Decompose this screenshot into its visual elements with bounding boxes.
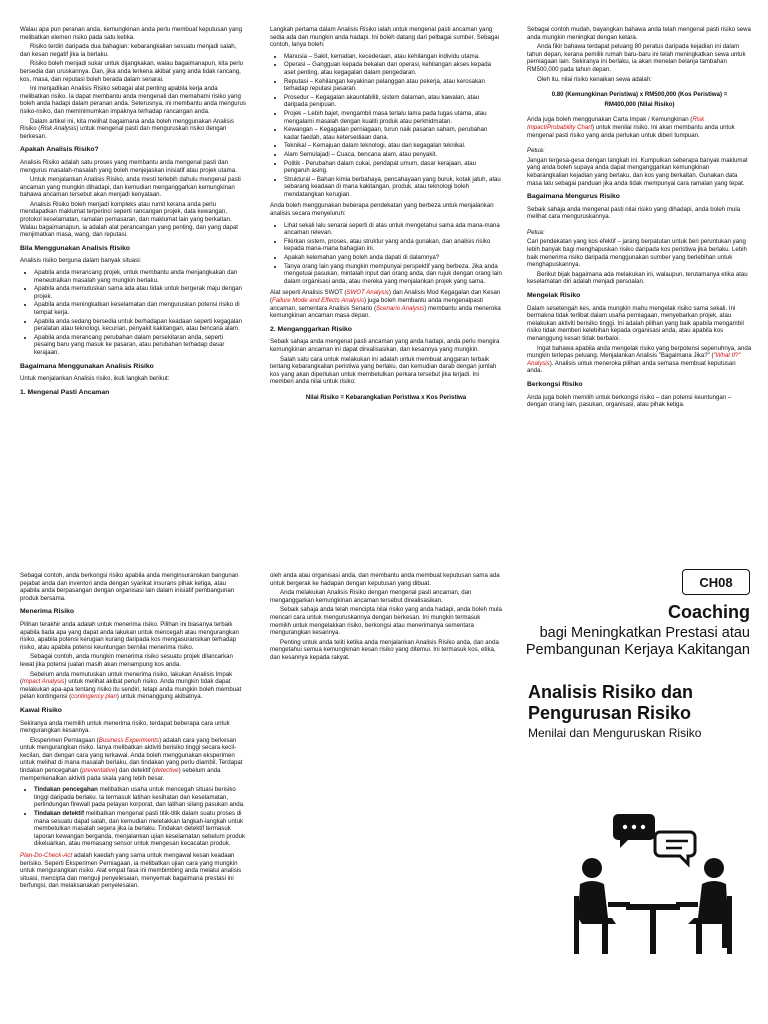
paragraph: Penting untuk anda teliti ketika anda menjalankan Analisis Risiko anda, dan anda mengetahui semua kemungkinan kesan risiko yang ditemui. Ini termasuk kos, etika, dan kesannya kepada rakyat. (270, 638, 499, 661)
paragraph: Salah satu cara untuk melakukan ini adalah untuk membuat anggaran terbaik tentang kebarangkalian peristiwa yang berlaku, dan kemudian darab dengan jumlah kos yang akan diperlukan untuk membetulkan perkara tersebut jika terjadi. Ini memberi anda nilai untuk risiko: (270, 355, 497, 386)
list-item: • Reputasi – Kehilangan keyakinan pelanggan atau pekerja, atau kerosakan terhadap reputasi pasaran. (284, 78, 502, 93)
list-item: • Manusia – Sakit, kematian, kecederaan, atau kehilangan individu utama. (284, 53, 502, 61)
bullet-list (20, 786, 246, 848)
paragraph: Sekiranya anda memilih untuk menerima risiko, terdapat beberapa cara untuk mengurangkan kesannya. (20, 719, 230, 735)
cover-subtitle: bagi Meningkatkan Prestasi atau Pembangunan Kerjaya Kakitangan (525, 625, 750, 658)
paragraph: Risiko terdiri daripada dua bahagian: kebarangkalian sesuatu menjadi salah, dan kesan negatif jika ia berlaku. (20, 43, 237, 58)
bullet-list (270, 222, 502, 286)
list-item: • Apabila anda sedang bersedia untuk berhadapan keadaan seperti kegagalan peralatan atau teknologi, kecurian, penyakit kakitangan, atau bencana alam. (34, 318, 246, 333)
section-heading: Bagaimana Mengurus Risiko (527, 193, 620, 201)
tip-label: Petua: (527, 147, 545, 155)
list-item: • Politik - Perubahan dalam cukai, pendapat umum, dasar kerajaan, atau pengaruh asing. (284, 160, 502, 175)
paragraph: Sebaik sahaja anda mengenal pasti ancaman yang anda hadapi, anda perlu mengira kemungkinan ancaman ini dapat direalisasikan, dan kesannya yang mungkin. (270, 338, 500, 353)
paragraph: oleh anda atau organisasi anda, dan membantu anda membuat keputusan sama ada untuk bergerak ke hadapan dengan keputusan yang dibuat. (270, 572, 500, 587)
section-heading: 2. Menganggarkan Risiko (270, 325, 352, 333)
paragraph: Sebagai contoh, anda mungkin menerima risiko sesuatu projek dilancarkan lewat jika potensi jualan masih akan menampung kos anda. (20, 653, 233, 668)
paragraph: Sebaik sahaja anda mengenal pasti nilai risiko yang dihadapi, anda boleh mula melihat cara menguruskannya. (527, 205, 741, 221)
paragraph: Anda juga boleh menggunakan Carta Impak / Kemungkinan (Risk Impact/Probability Chart) untuk menilai risiko. Ini akan membantu anda untuk mengenal pasti risiko yang anda perlukan untuk diberi tumpuan. (527, 116, 735, 139)
list-item: • Apabila anda merancang perubahan dalam persekitaran anda, seperti pesaing baru yang masuk ke pasaran, atau perubahan terhadap dasar kerajaan. (34, 334, 246, 357)
column-5 (270, 572, 502, 664)
list-item: • Struktural – Bahan kimia berbahaya, pencahayaan yang buruk, kotak jatuh, atau sebarang keadaan di mana kakitangan, produk, atau teknologi boleh mendatangkan kerugian. (284, 176, 502, 199)
section-heading: Bila Menggunakan Analisis Risiko (20, 244, 131, 252)
tip-text: Jangan tergesa-gesa dengan langkah ini. Kumpulkan seberapa banyak maklumat yang anda boleh supaya anda dapat menganggarkan kemungkinan kebarangkalian kejadian yang berlaku, dan kos yang berkaitan. Gunakan data masa lalu sebagai panduan jika anda tidak mempunyai cara ramalan yang tepat. (527, 156, 748, 187)
column-4 (20, 572, 246, 892)
list-item: • Apabila anda memutuskan sama ada atau tidak untuk bergerak maju dengan projek. (34, 285, 246, 300)
risk-formula: Nilai Risiko = Kebarangkalian Peristiwa x Kos Peristiwa (305, 393, 467, 401)
paragraph: Anda melakukan Analisis Risiko dengan mengenal pasti ancaman, dan menganggarkan kemungkinan ancaman tersebut direalisasikan. (270, 589, 472, 604)
cover-tagline: Menilai dan Menguruskan Risiko (528, 726, 702, 740)
paragraph: Analisis risiko berguna dalam banyak situasi: (20, 257, 142, 265)
paragraph: Ini menjadikan Analisis Risiko sebagai alat penting apabila kerja anda melibatkan risiko. Ia dapat membantu anda mengenali dan memahami risiko yang boleh anda hadapi dalam peranan anda. Seterusnya, ini membantu anda mengurus risiko-risiko, dan meminimumkan impaknya terhadap rancangan anda. (20, 85, 246, 115)
list-item: • Apakah kelemahan yang boleh anda dapati di dalamnya? (284, 254, 502, 262)
paragraph: Sebagai contoh mudah, bayangkan bahawa anda telah mengenal pasti risiko sewa anda mungkin meningkat dengan ketara. (527, 26, 751, 41)
paragraph: Langkah pertama dalam Analisis Risiko ialah untuk mengenal pasti ancaman yang sedia ada dan mungkin anda hadapi. Ini boleh datang dari pelbagai sumber. Sebagai contoh, lanya boleh: (270, 26, 500, 49)
bullet-list (20, 269, 246, 357)
section-heading: Menerima Risiko (20, 608, 75, 616)
paragraph: Eksperimen Perniagaan (Business Experiments) adalah cara yang berkesan untuk mengurangkan risiko. Ianya melibatkan aktiviti berisiko tinggi secara kecil-kecilan, dan dengan cara yang terkawal. Anda boleh menggunakan eksperimen untuk melihat di mana masalah berlaku, dan tindakan yang perlu diambil. Terdapat tindakan pencegahan (preventative) dan detektif (detective) sebelum anda memperkenalkan aktiviti pada skala yang lebih besar. (20, 736, 243, 782)
paragraph: Walau apa pun peranan anda, kemungkinan anda perlu membuat keputusan yang melibatkan elemen risiko pada satu ketika. (20, 26, 243, 41)
list-item: • Lihat sekali lalu senarai seperti di atas untuk mengetahui sama ada mana-mana ancaman relevan. (284, 222, 502, 237)
section-heading: Kawal Risiko (20, 706, 62, 714)
section-heading: Bagaimana Menggunakan Analisis Risiko (20, 362, 154, 370)
formula-line-1: 0.80 (Kemungkinan Peristiwa) x RM500,000 (Kos Peristiwa) = (551, 91, 728, 99)
paragraph: Untuk menjalankan Analisis risiko, ikuti langkah berikut: (20, 375, 170, 383)
list-item: • Alam Semulajadi – Cuaca, bencana alam, atau penyakit. (284, 151, 502, 159)
paragraph: Analisis Risiko boleh menjadi kompleks atau rumit kerana anda perlu mendapatkan maklumat terperinci seperti rancangan projek, data kewangan, protokol keselamatan, ramalan pemasaran, dan maklumat lain yang berkaitan. Walau bagaimanapun, ia adalah alat perancangan yang penting, dan yang dapat menjimatkan masa, wang, dan reputasi. (20, 200, 238, 239)
paragraph: Ingat bahawa apabila anda mengelak risiko yang berpotensi sepenuhnya, anda mungkin terlepas peluang. Menjalankan Analisis "Bagaimana Jika?" ("What If?" Analysis). Analisis untuk meneroka pilihan anda semasa membuat keputusan anda. (527, 344, 752, 375)
paragraph: Untuk menjalankan Analisis Risiko, anda mesti terlebih dahulu mengenal pasti ancaman yang mungkin dihadapi, dan kemudian menganggarkan kemungkinan bahawa ancaman tersebut akan menjadi kenyataan. (20, 176, 241, 199)
list-item: • Projek – Lebih bajet, mengambil masa terlalu lama pada tugas utama, atau mengalami masalah dengan kualiti produk atau perkhidmatan. (284, 110, 502, 125)
list-item: • Apabila anda meningkatkan keselamatan dan menguruskan potensi risiko di tempat kerja. (34, 301, 246, 316)
tip-text: Cari pendekatan yang kos efektif – jarang berpatutan untuk beri peruntukan yang lebih banyak bagi menghapuskan risiko daripada kos peristiwa jika berlaku. Lebih baik menerima risiko daripada menggunakan sumber yang berlebihan untuk menghapuskannya. (527, 238, 747, 269)
paragraph: Sebelum anda memutuskan untuk menerima risiko, lakukan Analisis Impak (Impact Analysis) untuk melihat akibat penuh risiko. Anda mungkin tidak dapat melakukan apa-apa tentang risiko itu sendiri, tetapi anda mungkin boleh membuat pelan kontingensi (contingency plan) untuk menanggung akibatnya. (20, 670, 242, 701)
section-heading: Mengelak Risiko (527, 292, 581, 300)
paragraph: Dalam sesetengah kes, anda mungkin mahu mengelak risiko sama sekali. Ini bermakna tidak terlibat dalam usaha perniagaan, menyebarkan projek, atau melakukan aktiviti berisiko tinggi. Ini adalah pilihan yang baik apabila mengambil risiko tidak memberi kelebihan kepada organisasi anda, atau apabila kos menanggung kesan tidak berbaloi. (527, 304, 744, 342)
paragraph: Pilihan terakhir anda adalah untuk menerima risiko. Pilihan ini biasanya terbaik apabila tiada apa yang dapat anda lakukan untuk mencegah atau mengurangkan risiko, apabila potensi kerugian kurang daripada kos mengasuransikan terhadap risiko, atau apabila potensi keuntungan bernilai menerima risiko. (20, 620, 239, 651)
section-heading: Apakah Analisis Risiko? (20, 146, 99, 154)
two-people-conversation-icon (568, 806, 738, 958)
paragraph: Sebaik sahaja anda telah mencipta nilai risiko yang anda hadapi, anda boleh mula mencari cara untuk menguruskannya dengan berkesan. Ini mungkin termasuk memilih untuk mengelakkan risiko, berkongsi atau menerimanya sementara mengurangkan kesannya. (270, 606, 502, 637)
paragraph: Sebagai contoh, anda berkongsi risiko apabila anda menginsuranskan bangunan pejabat anda dan inventori anda dengan syarikat insurans pihak ketiga, atau apabila anda berpasangan dengan organisasi lain dalam inisiatif pembangunan produk bersama. (20, 572, 239, 602)
chapter-badge: CH08 (682, 569, 750, 595)
paragraph: Analisis Risiko adalah satu proses yang membantu anda mengenal pasti dan mengurus masalah-masalah yang boleh menjejaskan inisiatif atau projek utama. (20, 158, 237, 174)
column-1 (20, 26, 246, 401)
list-item: • Fikirkan sistem, proses, atau struktur yang anda gunakan, dan analisis risiko kepada mana-mana bahagian ini. (284, 238, 502, 253)
paragraph: Anda fikir bahawa terdapat peluang 80 peratus daripada kejadian ini dalam tahun depan, kerana pemilik rumah baru-baru ini telah meningkatkan sewa untuk perniagaan lain. Sekiranya ini berlaku, ia akan menelan belanja tambahan RM500,000 pada tahun depan. (527, 43, 746, 73)
list-item: • Tindakan detektif melibatkan mengenal pasti titik-titik dalam suatu proses di mana sesuatu dapat salah, dan kemudian meletakkan langkah-langkah untuk membetulkan masalah segera jika ia berlaku. Tindakan detektif termasuk laporan kewangan berganda, menjalankan ujian keselamatan sebelum produk dikeluarkan, atau memasang sensor untuk mengesan kecacatan produk. (34, 810, 246, 848)
tip-label: Petua: (527, 228, 545, 236)
cover-panel (522, 566, 754, 1016)
paragraph: Risiko boleh menjadi sukar untuk dijangkakan, walau bagaimanapun, kita perlu bersedia dan uruskannya. Dan, jika anda terkena akibat yang anda tidak rancang, kos, masa, dan reputasi boleh berada dalam senarai. (20, 60, 244, 83)
list-item: • Teknikal – Kemajuan dalam teknologi, atau dari kegagalan teknikal. (284, 142, 502, 150)
list-item: • Tindakan pencegahan melibatkan usaha untuk mencegah situasi berisiko tinggi daripada berlaku. Ia termasuk latihan kesihatan dan keselamatan, perlindungan firewall pada pelayan korporat, dan latihan silang pasukan anda. (34, 786, 246, 809)
column-3 (527, 26, 752, 411)
bullet-list (270, 53, 502, 199)
paragraph: Anda boleh menggunakan beberapa pendekatan yang berbeza untuk menjalankan analisis secara menyeluruh: (270, 202, 494, 218)
list-item: • Apabila anda merancang projek, untuk membantu anda menjangkakan dan meneutralkan masalah yang mungkin berlaku. (34, 269, 246, 284)
section-heading: 1. Mengenal Pasti Ancaman (20, 388, 110, 396)
paragraph: Berikut bijak bagaimana ada melakukan ini, walaupun, terutamanya etika atau keselamatan diri adalah menjadi persoalan. (527, 270, 748, 286)
section-heading: Berkongsi Risiko (527, 380, 583, 388)
list-item: • Tanya orang lain yang mungkin mempunyai perspektif yang berbeza. Jika anda mengetuai pasukan, mintalah input dari orang anda, dan rujuk dengan orang lain dalam organisasi anda, atau mereka yang menjalankan projek yang sama. (284, 263, 502, 286)
cover-title: Analisis Risiko dan Pengurusan Risiko (528, 682, 694, 723)
column-2 (270, 26, 502, 404)
paragraph: Oleh itu, nilai risiko kenaikan sewa adalah: (537, 75, 652, 83)
cover-heading: Coaching (667, 602, 750, 622)
list-item: • Operasi – Gangguan kepada bekalan dan operasi, kehilangan akses kepada aset penting, atau kegagalan dalam pengedaran. (284, 61, 502, 76)
list-item: • Kewangan – Kegagalan perniagaan, turun naik pasaran saham, perubahan kadar faedah, atau ketersediaan dana. (284, 126, 502, 141)
list-item: • Prosedur – Kegagalan akauntabiliti, sistem dalaman, atau kawalan, atau daripada penipuan. (284, 94, 502, 109)
paragraph: Alat seperti Analisis SWOT (SWOT Analysis) dan Analisis Mod Kegagalan dan Kesan (Failure Mode and Effects Analysis) juga boleh membantu anda mengenalpasti ancaman, sementara Analisis Senario (Scenario Analysis) membantu anda meneroka kemungkinan ancaman masa depan. (270, 289, 501, 320)
paragraph: Plan-Do-Check-Act adalah kaedah yang sama untuk mengawal kesan keadaan berisiko. Seperti Eksperimen Perniagaan, ia melibatkan ujian cara yang mungkin untuk mengurangkan risiko. Alat empat fasa ini membimbing anda melalui analisis situasi, mencipta dan menguji penyelesaian, menyemak bagaimana prestasi ini berfungsi, dan melaksanakan penyelesaian. (20, 852, 242, 890)
formula-line-2: RM400,000 (Nilai Risiko) (604, 100, 675, 108)
paragraph: Anda juga boleh memilih untuk berkongsi risiko – dan potensi keuntungan – dengan orang lain, pasukan, organisasi, atau pihak ketiga. (527, 393, 732, 409)
paragraph: Dalam artikel ini, kita melihat bagaimana anda boleh menggunakan Analisis Risiko (Risk Analysis) untuk mengenal pasti dan menguruskan risiko dengan berkesan. (20, 117, 234, 140)
